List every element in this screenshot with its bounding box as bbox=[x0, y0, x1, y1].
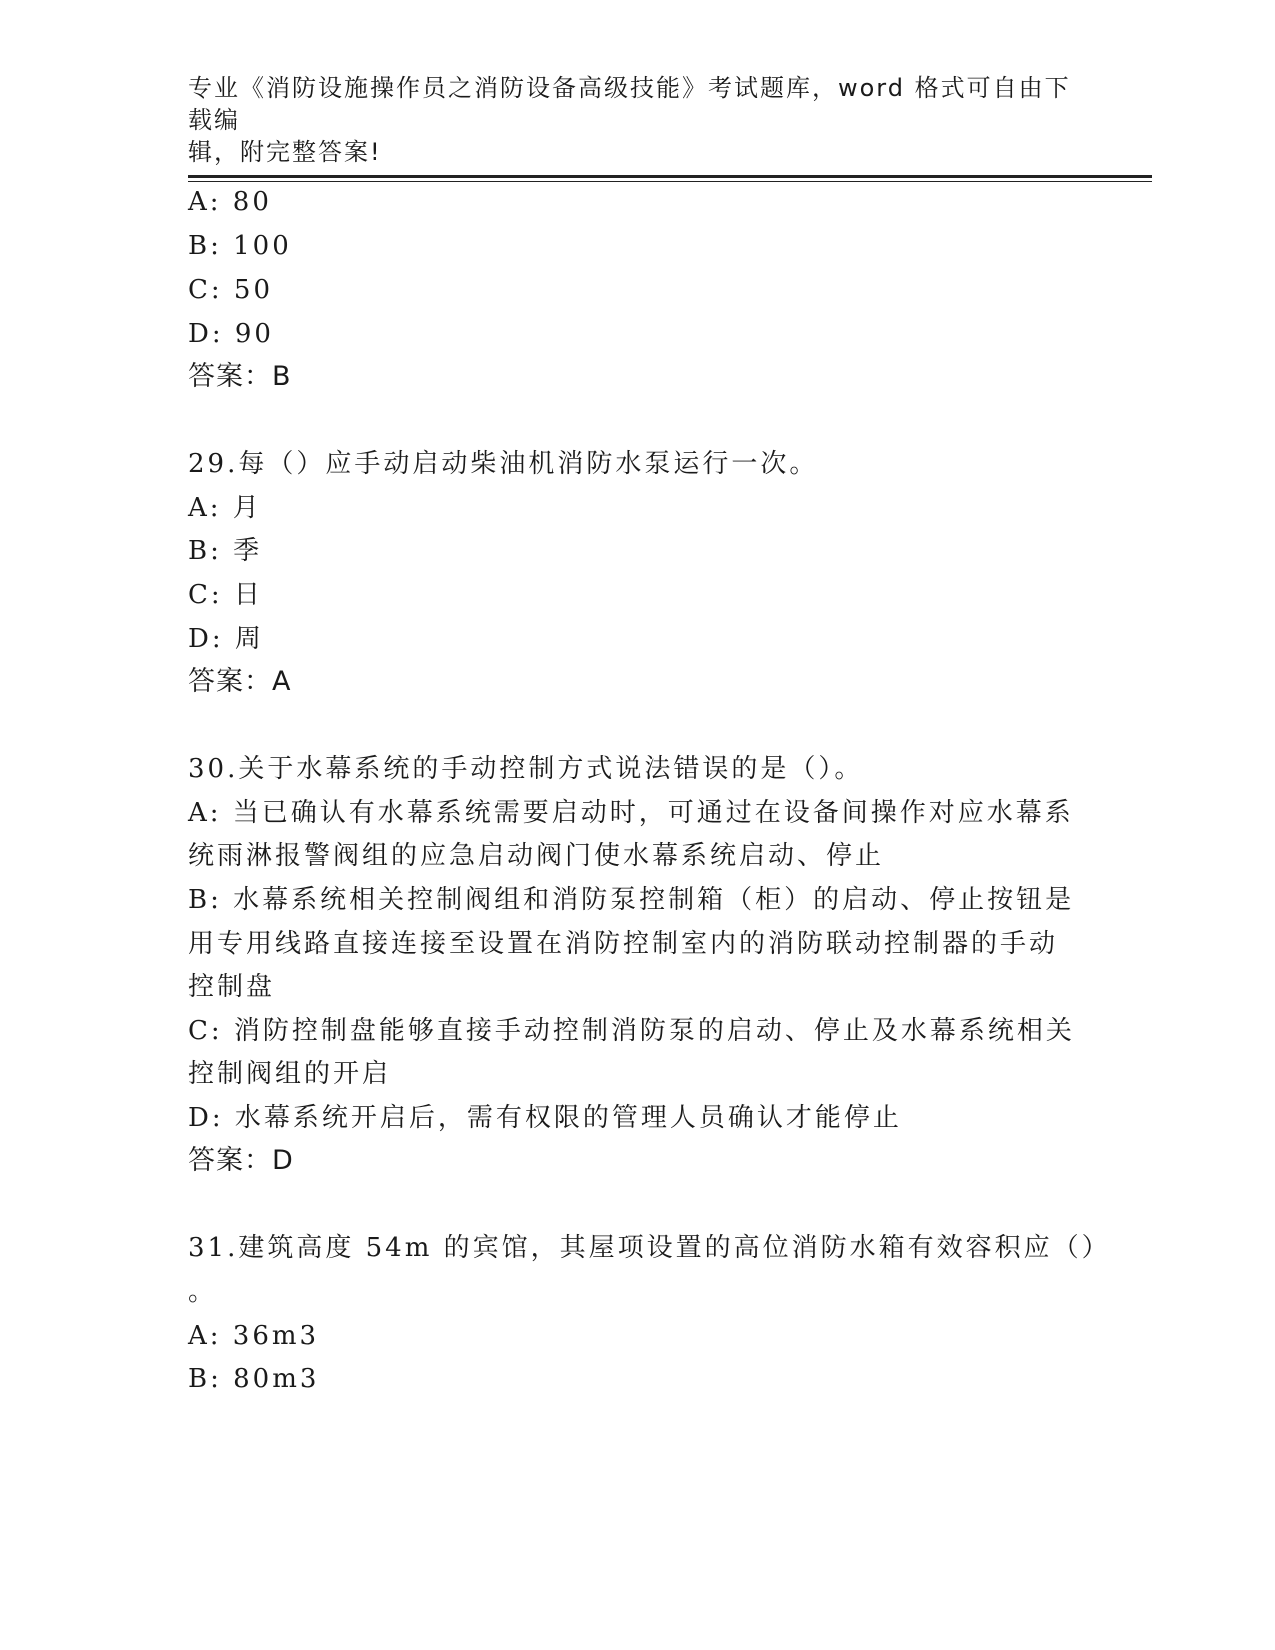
header-line-2: 辑，附完整答案! bbox=[188, 138, 382, 166]
q28-option-a: A: 80 bbox=[188, 187, 272, 217]
header-divider-thin bbox=[188, 181, 1152, 182]
q30-option-b-line-2: 用专用线路直接连接至设置在消防控制室内的消防联动控制器的手动 bbox=[188, 929, 1059, 959]
q29-option-d: D: 周 bbox=[188, 624, 264, 654]
q30-option-a-line-2: 统雨淋报警阀组的应急启动阀门使水幕系统启动、停止 bbox=[188, 841, 885, 871]
q28-answer: 答案：B bbox=[188, 361, 292, 392]
q28-option-c: C: 50 bbox=[188, 275, 274, 305]
q30-question: 30.关于水幕系统的手动控制方式说法错误的是（）。 bbox=[188, 754, 864, 784]
q29-answer: 答案：A bbox=[188, 666, 292, 697]
q30-option-c-line-1: C: 消防控制盘能够直接手动控制消防泵的启动、停止及水幕系统相关 bbox=[188, 1016, 1075, 1046]
q30-option-c-line-2: 控制阀组的开启 bbox=[188, 1059, 392, 1089]
q29-option-b: B: 季 bbox=[188, 536, 263, 566]
q29-option-c: C: 日 bbox=[188, 580, 263, 610]
q29-option-a: A: 月 bbox=[188, 493, 262, 523]
q31-option-a: A: 36m3 bbox=[188, 1321, 320, 1351]
q29-question: 29.每（）应手动启动柴油机消防水泵运行一次。 bbox=[188, 449, 819, 479]
document-header bbox=[188, 72, 1078, 168]
q30-option-a-line-1: A: 当已确认有水幕系统需要启动时，可通过在设备间操作对应水幕系 bbox=[188, 798, 1074, 828]
header-divider-thick bbox=[188, 175, 1152, 178]
q30-option-b-line-3: 控制盘 bbox=[188, 972, 276, 1002]
q30-option-d: D: 水幕系统开启后，需有权限的管理人员确认才能停止 bbox=[188, 1103, 902, 1133]
q28-option-b: B: 100 bbox=[188, 231, 292, 261]
q31-question-line-1: 31.建筑高度 54m 的宾馆，其屋项设置的高位消防水箱有效容积应（） bbox=[188, 1233, 1111, 1263]
q31-question-line-2: 。 bbox=[188, 1277, 218, 1307]
header-line-1: 专业《消防设施操作员之消防设备高级技能》考试题库，word 格式可自由下载编 bbox=[188, 74, 1071, 134]
q31-option-b: B: 80m3 bbox=[188, 1364, 320, 1394]
q30-option-b-line-1: B: 水幕系统相关控制阀组和消防泵控制箱（柜）的启动、停止按钮是 bbox=[188, 885, 1075, 915]
q30-answer: 答案：D bbox=[188, 1145, 294, 1176]
q28-option-d: D: 90 bbox=[188, 319, 274, 349]
